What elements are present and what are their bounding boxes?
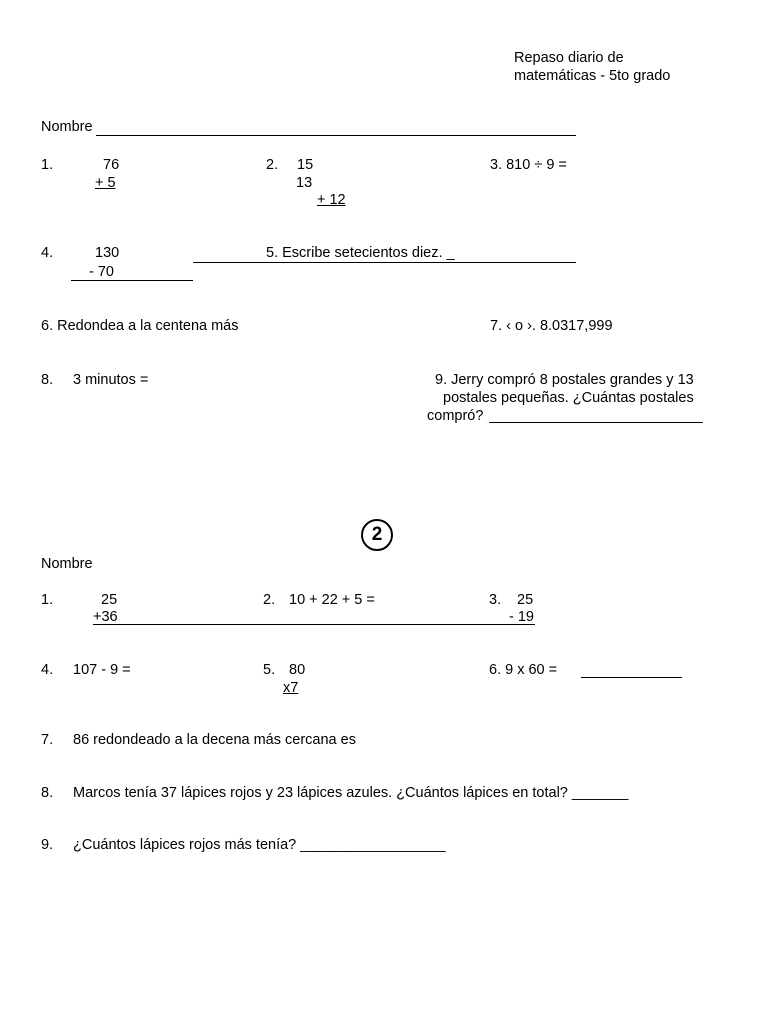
q2-number: 2.	[266, 157, 279, 173]
name-label: Nombre	[41, 119, 93, 135]
q5-prompt: 5. Escribe setecientos diez. _	[266, 245, 455, 261]
s2-q5-top-operand: 80	[289, 662, 306, 678]
s2-q1-top-operand: 25	[101, 592, 118, 608]
q4-answer-line[interactable]	[71, 280, 193, 281]
s2-q3-bottom-operand: - 19	[509, 609, 534, 625]
s2-q1-number: 1.	[41, 592, 54, 608]
s2-q8-number: 8.	[41, 785, 54, 801]
q2-operand-1: 15	[297, 157, 314, 173]
s2-q4-expression: 107 - 9 =	[73, 662, 131, 678]
s2-q7-prompt: 86 redondeado a la decena más cercana es	[73, 732, 356, 748]
s2-q1-bottom-operand: +36	[93, 609, 118, 625]
q1-number: 1.	[41, 157, 54, 173]
q6-prompt: 6. Redondea a la centena más	[41, 318, 239, 334]
q2-operand-2: 13	[296, 175, 313, 191]
q1-bottom-operand: + 5	[95, 175, 116, 191]
s2-q6-expression: 6. 9 x 60 =	[489, 662, 558, 678]
q1-top-operand: 76	[103, 157, 120, 173]
q9-answer-line[interactable]	[489, 422, 703, 423]
s2-answer-line[interactable]	[93, 624, 535, 625]
q8-number: 8.	[41, 372, 54, 388]
q9-line2: postales pequeñas. ¿Cuántas postales	[443, 390, 694, 406]
s2-q6-answer-line[interactable]	[581, 677, 682, 678]
s2-q4-number: 4.	[41, 662, 54, 678]
s2-q5-bottom-operand: x7	[283, 680, 299, 696]
worksheet-title-line1: Repaso diario de	[514, 50, 624, 66]
q9-line1: 9. Jerry compró 8 postales grandes y 13	[435, 372, 694, 388]
q7-prompt: 7. ‹ o ›. 8.0317,999	[490, 318, 613, 334]
name-answer-line[interactable]	[96, 135, 576, 136]
q4-top-operand: 130	[95, 245, 120, 261]
q8-prompt: 3 minutos =	[73, 372, 149, 388]
section-2-badge: 2	[361, 519, 393, 551]
q9-line3: compró?	[427, 408, 484, 424]
s2-q8-prompt: Marcos tenía 37 lápices rojos y 23 lápices azules. ¿Cuántos lápices en total? _______	[73, 785, 629, 801]
q3-division: 3. 810 ÷ 9 =	[490, 157, 567, 173]
s2-q2-number: 2.	[263, 592, 276, 608]
name-label-2: Nombre	[41, 556, 93, 572]
s2-q9-prompt: ¿Cuántos lápices rojos más tenía? __________________	[73, 837, 446, 853]
q4-bottom-operand: - 70	[89, 264, 114, 280]
worksheet-title-line2: matemáticas - 5to grado	[514, 68, 671, 84]
s2-q2-expression: 10 + 22 + 5 =	[289, 592, 375, 608]
s2-q9-number: 9.	[41, 837, 54, 853]
s2-q3-top-operand: 25	[517, 592, 534, 608]
s2-q5-number: 5.	[263, 662, 276, 678]
s2-q3-number: 3.	[489, 592, 502, 608]
q4-number: 4.	[41, 245, 54, 261]
q5-underline	[193, 262, 576, 263]
s2-q7-number: 7.	[41, 732, 54, 748]
q2-operand-3: + 12	[317, 192, 346, 208]
